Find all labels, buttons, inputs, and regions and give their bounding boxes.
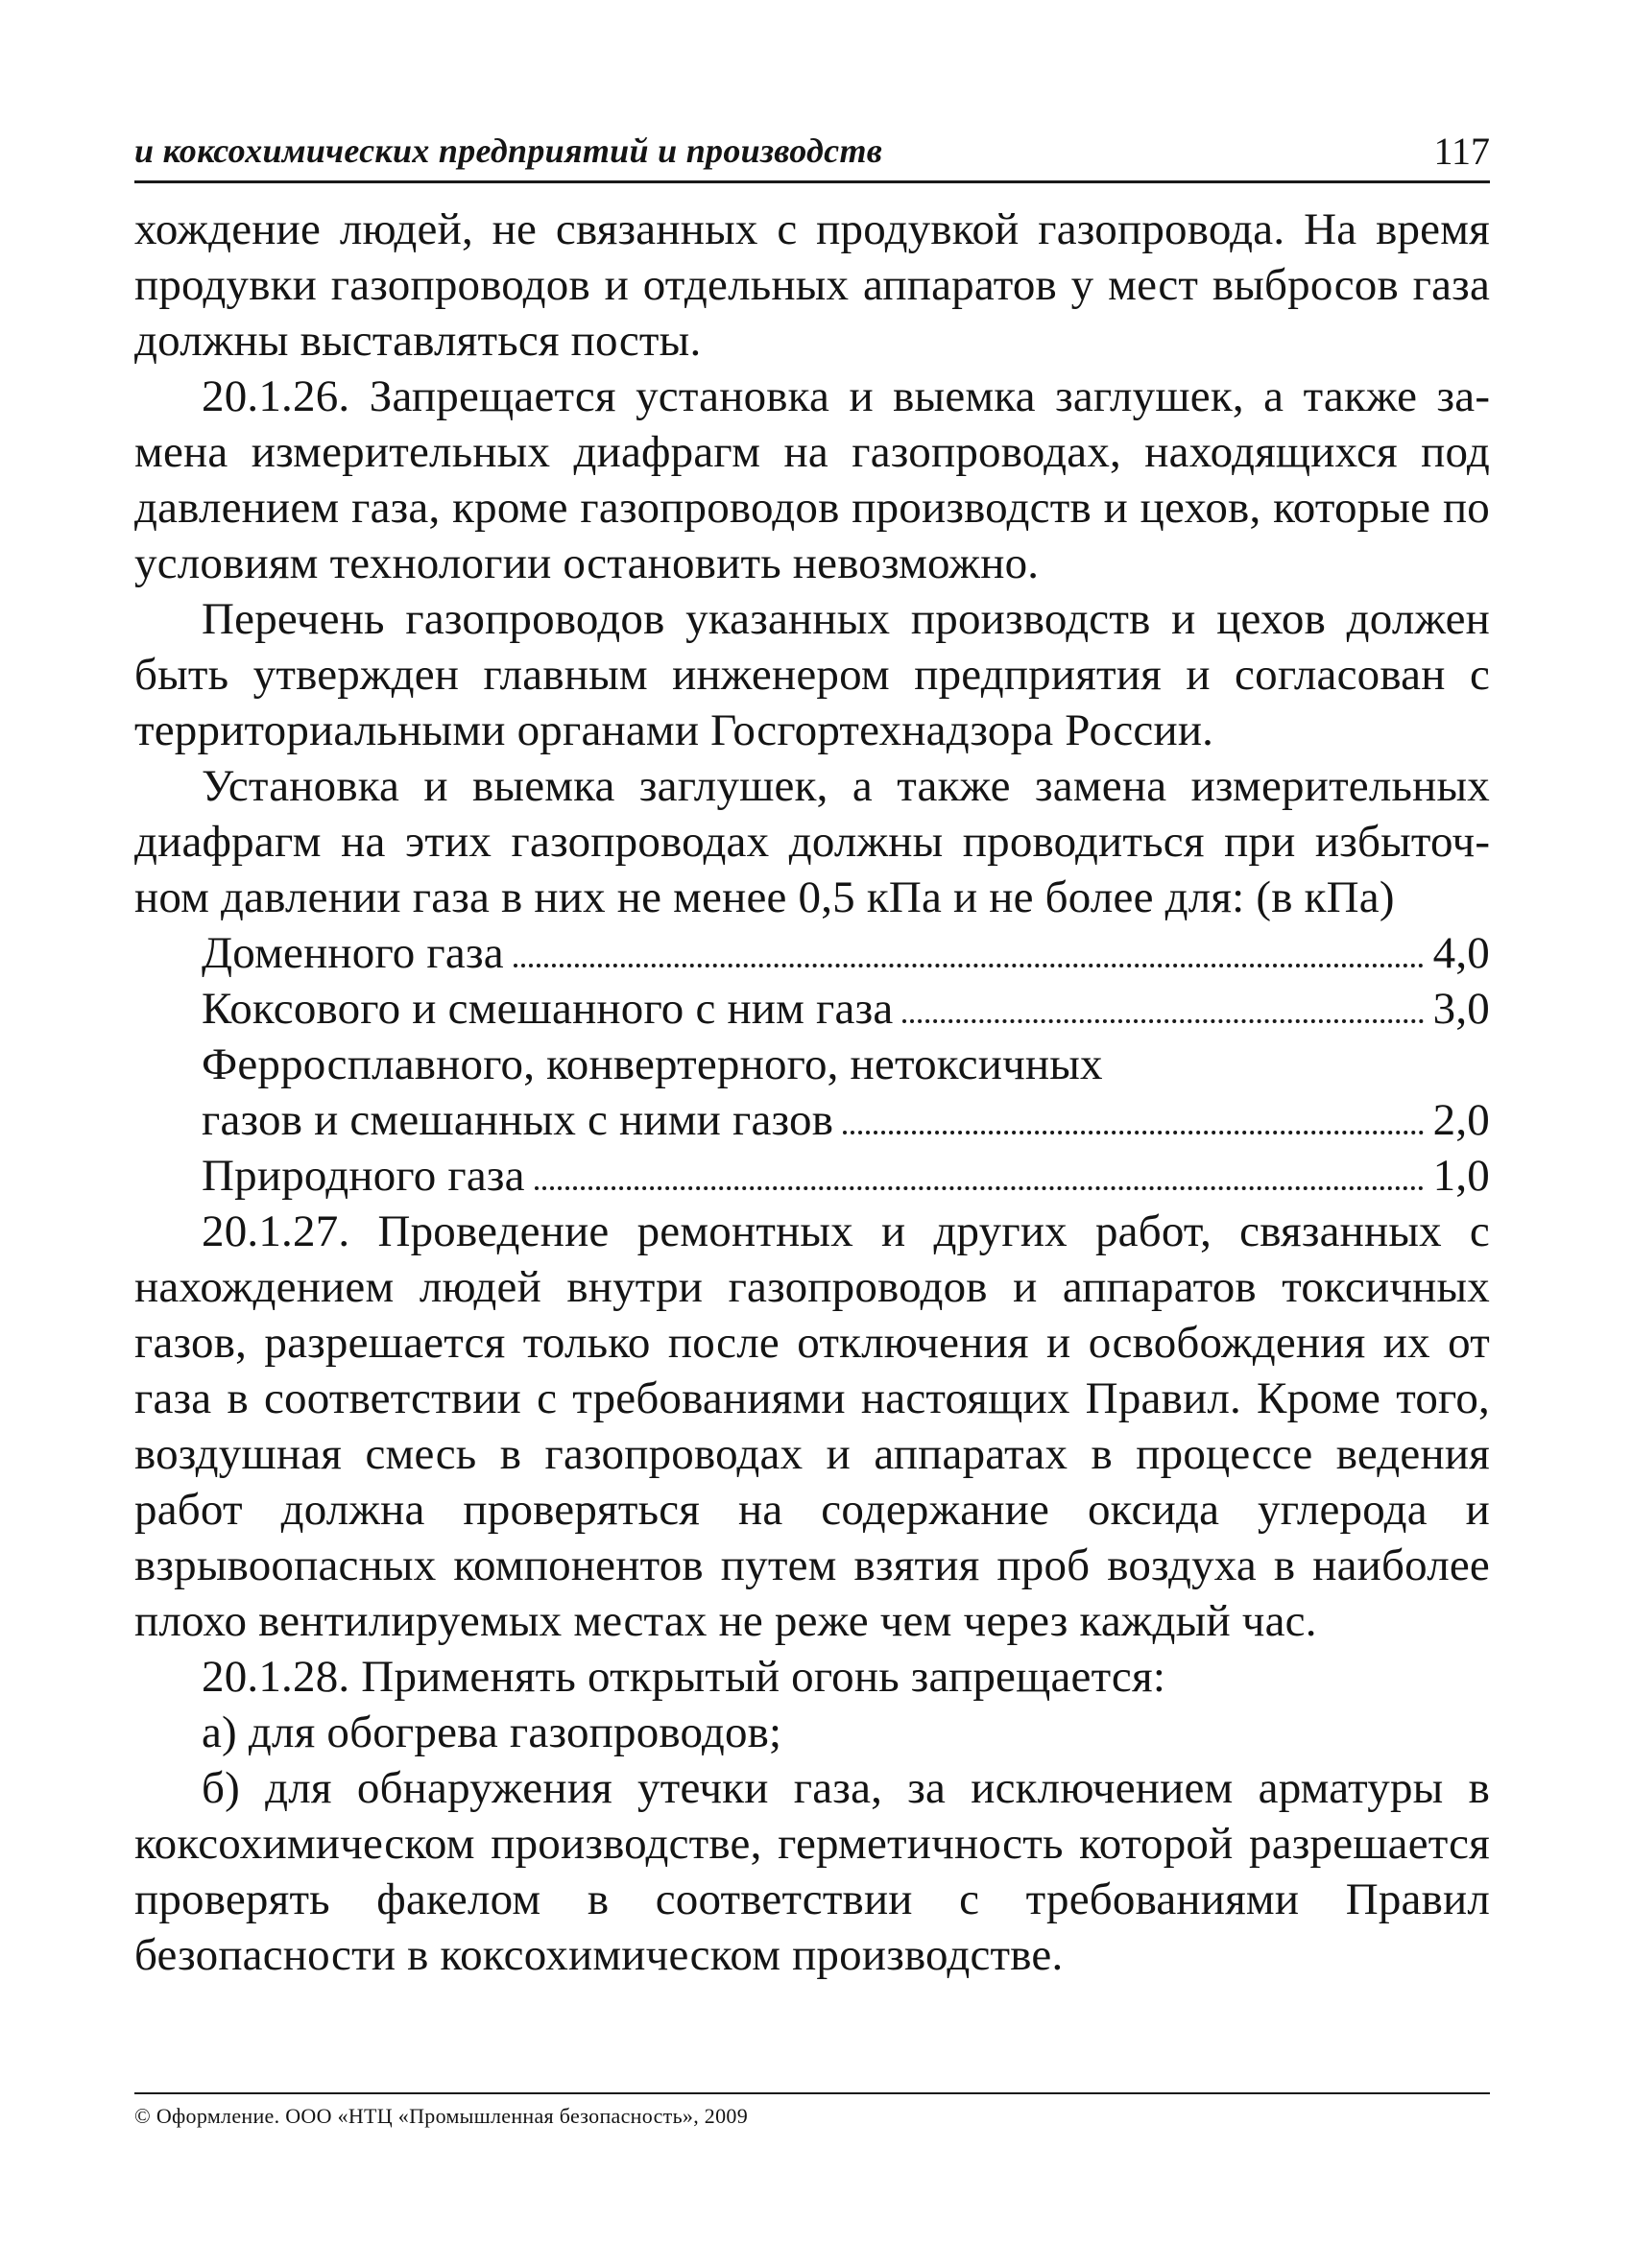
gas-pressure-value: 2,0: [1432, 1095, 1490, 1145]
paragraph-20-1-27: 20.1.27. Проведение ремонтных и других работ, связанных с нахождением людей внутри газопроводов и аппаратов токсичных газов, разрешается только после отключения и освобождения их от газа в соответствии с требованиями настоящих Правил. Кроме того, воздушная смесь в газопроводах и аппаратах в процессе ведения работ должна проверяться на содержание оксида углерода и взрывоопасных компонентов путем взятия проб воздуха в наиболее плохо вентилируемых местах не реже чем через каждый час.: [134, 1206, 1490, 1646]
leader-dots: [535, 1186, 1424, 1190]
leader-dots: [514, 964, 1424, 967]
gas-name: газов и смешанных с ними газов: [202, 1095, 834, 1145]
gas-name-lead: Ферросплавного, конвертерного, нетоксичных: [202, 1039, 1103, 1089]
copyright-notice: © Оформление. ООО «НТЦ «Промышленная безопасность», 2009: [134, 2104, 748, 2128]
paragraph-pressure-limits: Установка и выемка заглушек, а также замена измерительных диафрагм на этих газопроводах должны проводиться при избыточном давлении газа в них не менее 0,5 кПа и не более для: (в кПа): [134, 761, 1490, 922]
leader-dots: [843, 1131, 1424, 1134]
running-title: и коксохимических предприятий и производств: [134, 131, 883, 170]
gas-pressure-value: 4,0: [1432, 928, 1490, 978]
gas-name: Природного газа: [202, 1151, 525, 1201]
gas-row-ferroalloy: [134, 1092, 1490, 1148]
gas-name: Доменного газа: [202, 928, 504, 978]
list-item-a: а) для обогрева газопроводов;: [202, 1707, 782, 1757]
body-text: [134, 202, 1490, 1983]
gas-row-ferroalloy-lead: [134, 1037, 1490, 1092]
leader-dots: [902, 1019, 1423, 1023]
paragraph-20-1-26: 20.1.26. Запрещается установка и выемка заглушек, а также замена измерительных диафрагм на газопроводах, находящихся под давлением газа, кроме газопроводов производств и цехов, которые по условиям технологии остановить невозможно.: [134, 371, 1490, 588]
running-header: [134, 123, 1490, 183]
gas-row-blast-furnace: [134, 925, 1490, 981]
page-footer: [134, 2092, 1490, 2129]
gas-pressure-value: 1,0: [1432, 1151, 1490, 1201]
document-page: [134, 0, 1490, 2268]
gas-row-coke: [134, 981, 1490, 1037]
paragraph-continuation: хождение людей, не связанных с продувкой газопровода. На время продувки газопроводов и отдельных аппаратов у мест выбросов газа должны выставляться посты.: [134, 204, 1490, 366]
gas-pressure-list: [134, 925, 1490, 1204]
gas-row-natural: [134, 1148, 1490, 1204]
page-number: 117: [1433, 130, 1490, 173]
list-item-b: б) для обнаружения утечки газа, за исключением арматуры в коксохимическом производстве, герметичность которой разрешается проверять факелом в соответствии с требованиями Правил безопасности в коксохимическом производстве.: [134, 1763, 1490, 1980]
paragraph-gas-pipeline-list: Перечень газопроводов указанных производств и цехов должен быть утвержден главным инженером предприятия и согласован с территориальными органами Госгортехнадзора России.: [134, 594, 1490, 755]
gas-name: Коксового и смешанного с ним газа: [202, 984, 894, 1034]
gas-pressure-value: 3,0: [1432, 984, 1490, 1034]
paragraph-20-1-28: 20.1.28. Применять открытый огонь запрещается:: [202, 1652, 1166, 1702]
